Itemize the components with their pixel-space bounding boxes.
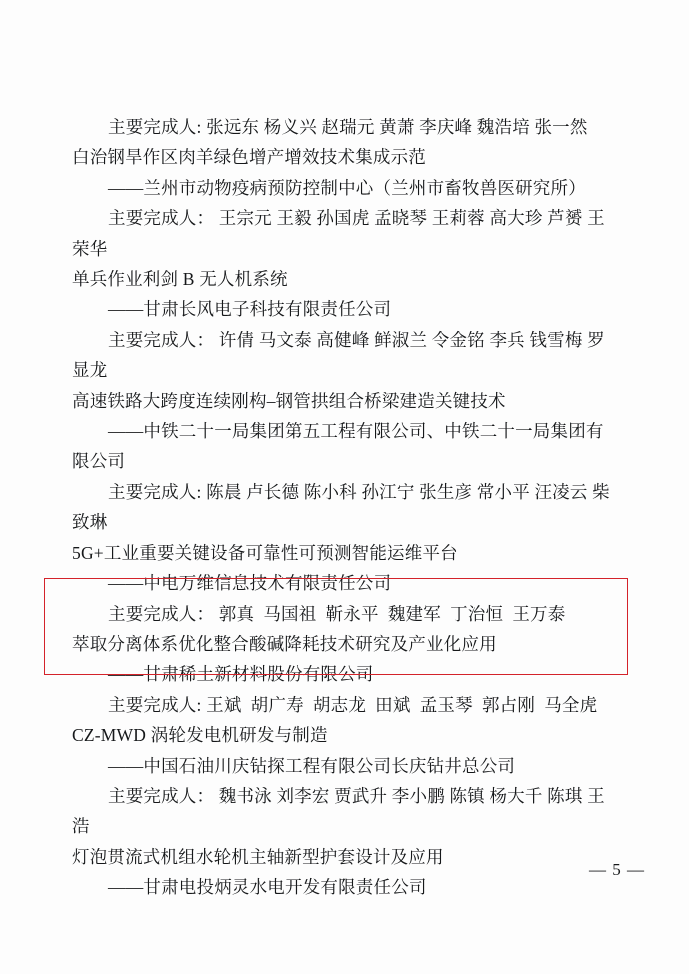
text-line: ——中国石油川庆钻探工程有限公司长庆钻井总公司	[108, 755, 516, 776]
text-line: 高速铁路大跨度连续刚构–钢管拱组合桥梁建造关键技术	[72, 390, 506, 411]
text-line: ——中电万维信息技术有限责任公司	[108, 573, 392, 594]
text-line: ——中铁二十一局集团第五工程有限公司、中铁二十一局集团有限公司	[72, 421, 604, 472]
text-line: 单兵作业利剑 B 无人机系统	[72, 269, 288, 290]
page-number: — 5 —	[589, 860, 645, 879]
text-line: 主要完成人： 王宗元 王毅 孙国虎 孟晓琴 王莉蓉 高大珍 芦赟 王荣华	[72, 208, 605, 259]
document-body	[72, 112, 620, 903]
text-line-highlighted: 主要完成人: 王斌 胡广寿 胡志龙 田斌 孟玉琴 郭占刚 马全虎	[108, 694, 598, 715]
text-line: 白治钢旱作区肉羊绿色增产增效技术集成示范	[72, 147, 426, 168]
text-line-highlighted: 萃取分离体系优化整合酸碱降耗技术研究及产业化应用	[72, 633, 497, 654]
text-line: ——甘肃长风电子科技有限责任公司	[108, 299, 392, 320]
text-line: 主要完成人: 陈晨 卢长德 陈小科 孙江宁 张生彦 常小平 汪凌云 柴致琳	[72, 481, 610, 533]
text-line: 5G+工业重要关键设备可靠性可预测智能运维平台	[72, 542, 458, 563]
text-line-highlighted: ——甘肃稀土新材料股份有限公司	[108, 664, 374, 685]
text-line: CZ-MWD 涡轮发电机研发与制造	[72, 725, 328, 746]
text-line: 灯泡贯流式机组水轮机主轴新型护套设计及应用	[72, 846, 444, 867]
text-line: ——兰州市动物疫病预防控制中心（兰州市畜牧兽医研究所）	[108, 177, 586, 198]
text-line: 主要完成人： 郭真 马国祖 靳永平 魏建军 丁治恒 王万泰	[108, 603, 566, 624]
text-line: 主要完成人： 许倩 马文泰 高健峰 鲜淑兰 令金铭 李兵 钱雪梅 罗显龙	[72, 329, 605, 381]
text-line: ——甘肃电投炳灵水电开发有限责任公司	[108, 877, 427, 898]
text-line: 主要完成人: 张远东 杨义兴 赵瑞元 黄萧 李庆峰 魏浩培 张一然	[108, 117, 588, 137]
text-line: 主要完成人： 魏书泳 刘李宏 贾武升 李小鹏 陈镇 杨大千 陈琪 王浩	[72, 785, 605, 837]
